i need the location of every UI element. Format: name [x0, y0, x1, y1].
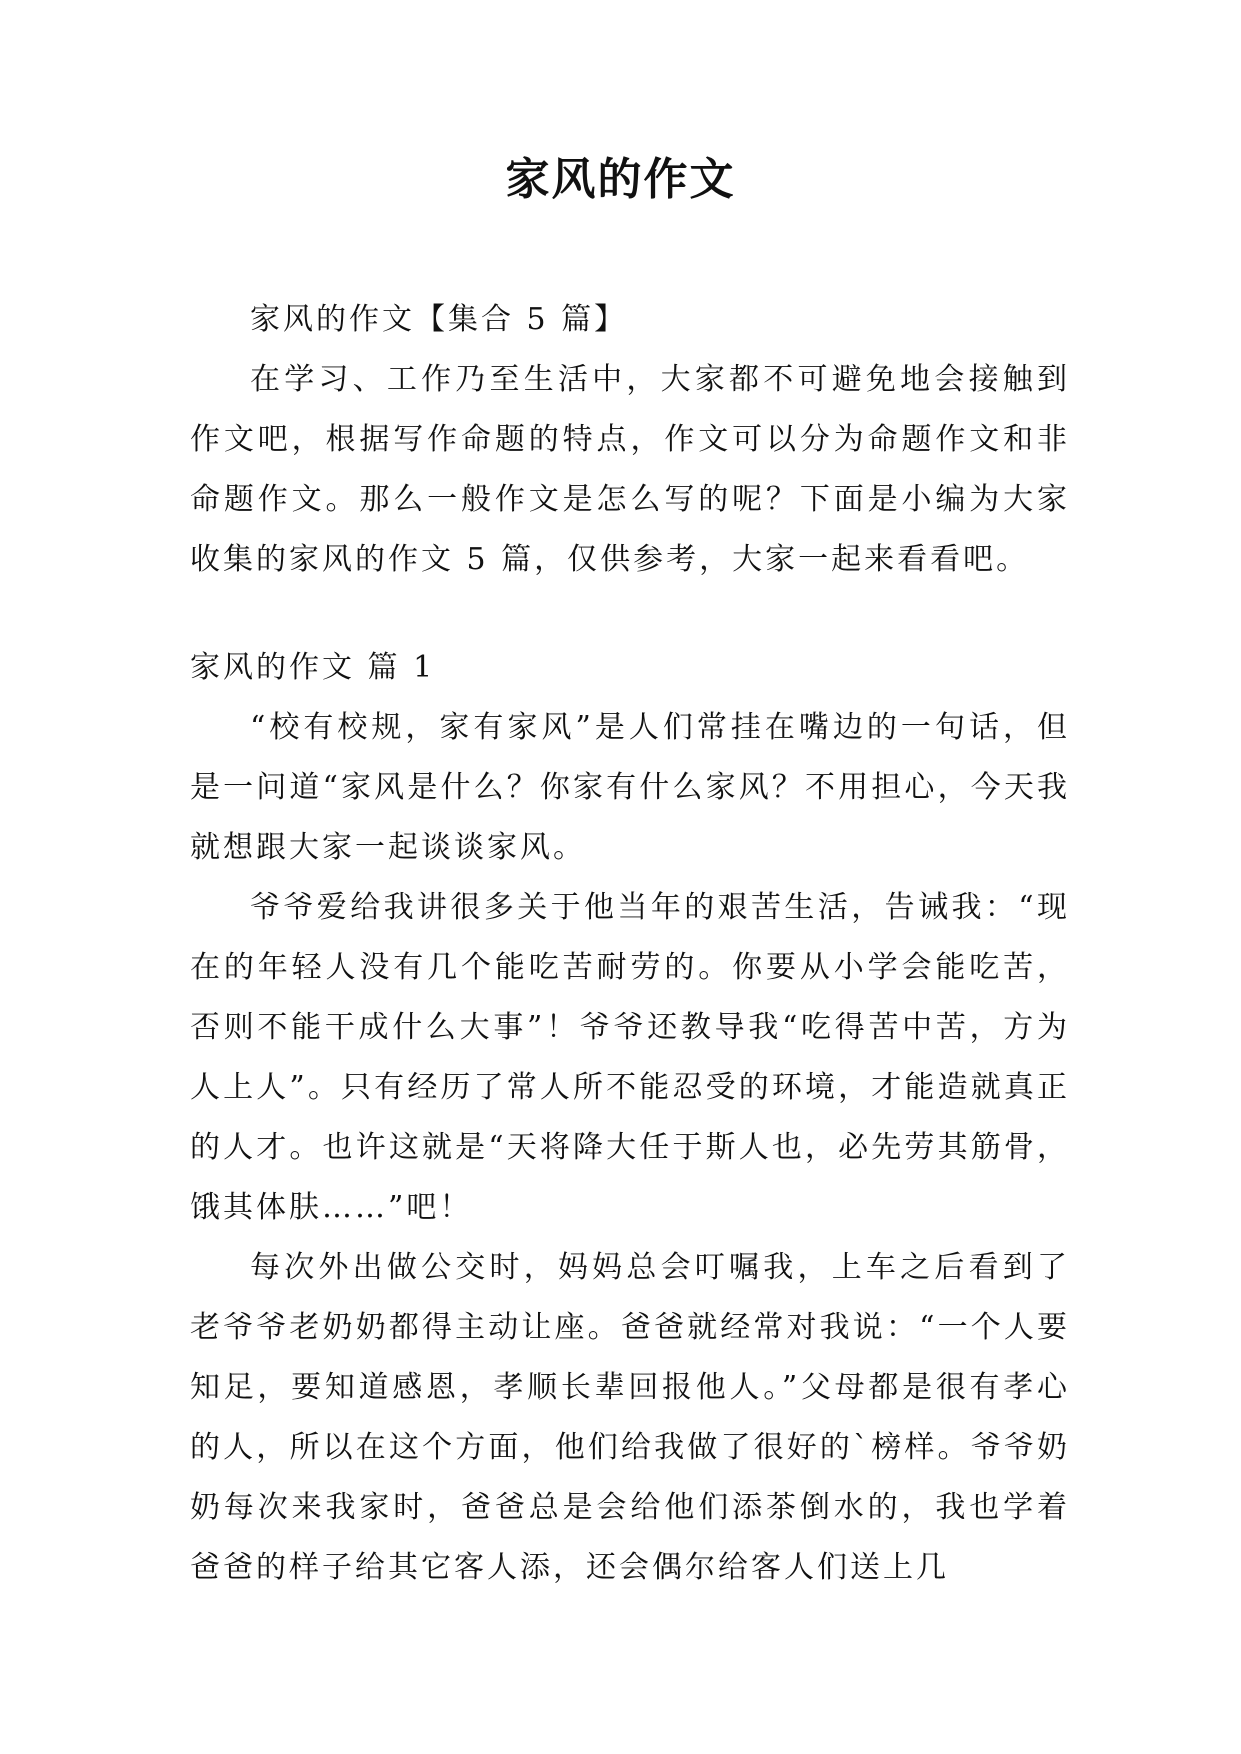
section-spacer: [190, 590, 1070, 638]
document-subtitle: 家风的作文【集合 5 篇】: [250, 302, 628, 337]
document-body: [190, 290, 1070, 1598]
section-heading: 家风的作文 篇 1: [190, 650, 436, 685]
intro-paragraph: 在学习、工作乃至生活中，大家都不可避免地会接触到作文吧，根据写作命题的特点，作文可以分为命题作文和非命题作文。那么一般作文是怎么写的呢？下面是小编为大家收集的家风的作文 5 篇，仅供参考，大家一起来看看吧。: [190, 362, 1070, 577]
body-paragraph-2: 爷爷爱给我讲很多关于他当年的艰苦生活，告诫我：“现在的年轻人没有几个能吃苦耐劳的。你要从小学会能吃苦，否则不能干成什么大事”！爷爷还教导我“吃得苦中苦，方为人上人”。只有经历了常人所不能忍受的环境，才能造就真正的人才。也许这就是“天将降大任于斯人也，必先劳其筋骨，饿其体肤……”吧！: [190, 890, 1070, 1225]
body-paragraph-1: “校有校规，家有家风”是人们常挂在嘴边的一句话，但是一问道“家风是什么？你家有什么家风？不用担心，今天我就想跟大家一起谈谈家风。: [190, 710, 1070, 865]
document-title: 家风的作文: [505, 154, 736, 205]
body-paragraph-3: 每次外出做公交时，妈妈总会叮嘱我，上车之后看到了老爷爷老奶奶都得主动让座。爸爸就经常对我说：“一个人要知足，要知道感恩，孝顺长辈回报他人。”父母都是很有孝心的人，所以在这个方面，他们给我做了很好的`榜样。爷爷奶奶每次来我家时，爸爸总是会给他们添茶倒水的，我也学着爸爸的样子给其它客人添，还会偶尔给客人们送上几: [190, 1250, 1070, 1585]
